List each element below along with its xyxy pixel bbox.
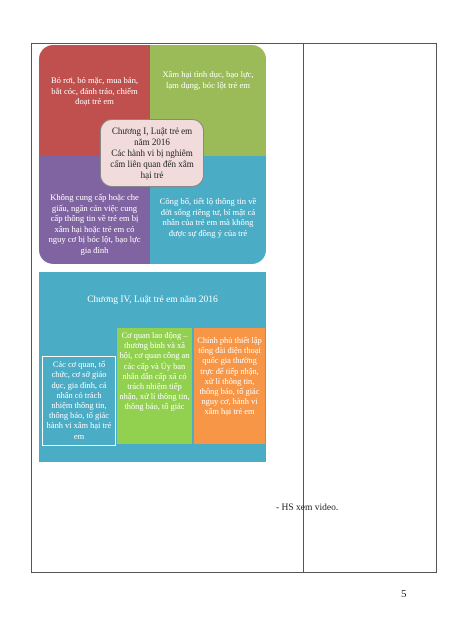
center-subtitle: Các hành vi bị nghiêm cấm liên quan đến xâm hại trẻ: [110, 147, 194, 180]
quad-top-left-text: Bỏ rơi, bỏ mặc, mua bán, bắt cóc, đánh tráo, chiếm đoạt trẻ em: [50, 75, 139, 106]
chapter4-banner: Chương IV, Luật trẻ em năm 2016: [39, 272, 266, 328]
column-divider: [303, 44, 304, 572]
quad-top-right-text: Xâm hại tình dục, bạo lực, lạm dụng, bóc lột trẻ em: [162, 69, 254, 90]
chapter4-box-1: [42, 356, 116, 446]
chapter4-box-1-text: Các cơ quan, tổ chức, cơ sở giáo dục, gia đình, cá nhân có trách nhiệm thông tin, thông báo, tố giác hành vi xâm hại trẻ em: [46, 360, 112, 441]
chapter4-box-3: Chính phủ thiết lập tổng đài điện thoại quốc gia thường trực để tiếp nhận, xử lí thông tin, thông báo, tố giác nguy cơ, hành vi xâm hại trẻ em: [194, 328, 265, 444]
quad-bottom-right-text: Công bố, tiết lộ thông tin về đời sống riêng tư, bí mật cá nhân của trẻ em mà không được sự đồng ý của trẻ: [159, 196, 257, 238]
chapter4-box-2: Cơ quan lao động – thương binh và xã hội, cơ quan công an các cấp và Ủy ban nhân dân cấp xã có trách nhiệm tiếp nhận, xử lí thông tin, thông báo, tố giác: [117, 328, 192, 444]
quad-bottom-left-text: Không cung cấp hoặc che giấu, ngăn cản việc cung cấp thông tin về trẻ em bị xâm hại hoặc trẻ em có nguy cơ bị bóc lột, bạo lực gia đình: [48, 192, 141, 255]
center-box: [100, 119, 204, 187]
document-table: [31, 43, 437, 573]
page-number: 5: [401, 588, 407, 600]
chapter4-boxes: [39, 328, 266, 462]
center-title: Chương I, Luật trẻ em năm 2016: [111, 125, 193, 147]
right-column-text: - HS xem video.: [276, 503, 339, 513]
